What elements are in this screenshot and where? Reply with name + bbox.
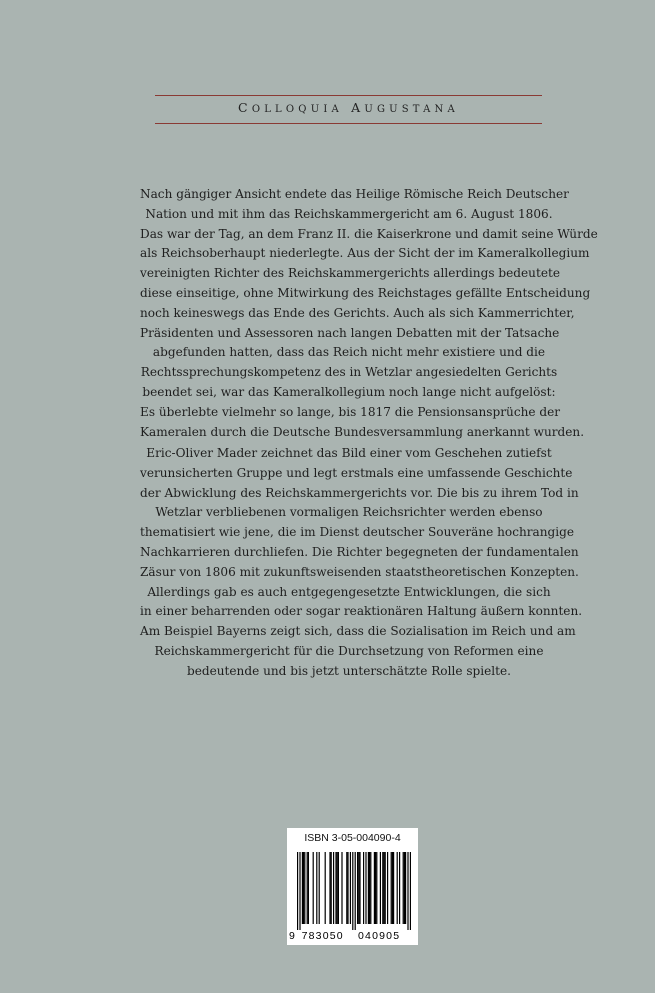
barcode-bar bbox=[297, 852, 298, 930]
barcode-bar bbox=[375, 852, 376, 924]
barcode-bar bbox=[347, 852, 348, 924]
barcode-bar bbox=[410, 852, 411, 930]
blurb-line: vereinigten Richter des Reichskammergerichts allerdings bedeutete bbox=[140, 266, 560, 281]
barcode-bar bbox=[325, 852, 326, 924]
blurb-line: Rechtssprechungskompetenz des in Wetzlar angesiedelten Gerichts bbox=[140, 365, 558, 380]
barcode-bar bbox=[355, 852, 356, 930]
blurb-line: verunsicherten Gruppe und legt erstmals eine umfassende Geschichte bbox=[140, 465, 573, 480]
barcode-bar bbox=[304, 852, 305, 924]
barcode-bar bbox=[319, 852, 320, 924]
barcode-bar bbox=[350, 852, 351, 924]
blurb-line: Nach gängiger Ansicht endete das Heilige Römische Reich Deutscher bbox=[140, 187, 569, 201]
barcode-bar bbox=[380, 852, 381, 924]
barcode-bar bbox=[358, 852, 359, 924]
barcode-bar bbox=[338, 852, 339, 924]
blurb-line: Am Beispiel Bayerns zeigt sich, dass die Sozialisation im Reich und am bbox=[140, 624, 576, 639]
blurb-line: beendet sei, war das Kameralkollegium noch lange nicht aufgelöst: bbox=[142, 384, 556, 399]
barcode-bar bbox=[391, 852, 392, 924]
blurb-line: abgefunden hatten, dass das Reich nicht mehr existiere und die bbox=[152, 345, 546, 360]
series-rule-bottom bbox=[155, 123, 542, 124]
blurb-line: als Reichsoberhaupt niederlegte. Aus der Sicht der im Kameralkollegium bbox=[140, 246, 590, 261]
barcode-bar bbox=[393, 852, 394, 924]
barcode-bar bbox=[357, 852, 358, 924]
barcode bbox=[287, 848, 418, 942]
barcode-bar bbox=[404, 852, 405, 924]
barcode-bar bbox=[383, 852, 384, 924]
blurb-line: Das war der Tag, an dem Franz II. die Kaiserkrone und damit seine Würde bbox=[140, 226, 598, 241]
barcode-bar bbox=[365, 852, 366, 924]
blurb-line: diese einseitige, ohne Mitwirkung des Reichstages gefällte Entscheidung bbox=[140, 285, 591, 300]
blurb-line: Nation und mit ihm das Reichskammergericht am 6. August 1806. bbox=[145, 206, 553, 221]
blurb-line: noch keineswegs das Ende des Gerichts. Auch als sich Kammerrichter, bbox=[140, 305, 575, 320]
blurb-line: Allerdings gab es auch entgegengesetzte Entwicklungen, die sich bbox=[147, 584, 551, 599]
barcode-bar bbox=[337, 852, 338, 924]
barcode-bar bbox=[368, 852, 369, 924]
isbn-barcode-box bbox=[287, 828, 418, 945]
barcode-bar bbox=[341, 852, 342, 924]
series-rule-top bbox=[155, 95, 542, 96]
blurb-line: Es überlebte vielmehr so lange, bis 1817 die Pensionsansprüche der bbox=[140, 404, 561, 419]
barcode-bar bbox=[346, 852, 347, 924]
barcode-bar bbox=[405, 852, 406, 924]
barcode-bar bbox=[376, 852, 377, 924]
barcode-digits: 040905 bbox=[358, 930, 401, 942]
blurb-paragraph-1 bbox=[140, 185, 598, 442]
barcode-bar bbox=[387, 852, 388, 924]
barcode-bar bbox=[302, 852, 303, 924]
barcode-bar bbox=[363, 852, 364, 924]
barcode-bar bbox=[331, 852, 332, 924]
barcode-bar bbox=[399, 852, 400, 924]
barcode-bar bbox=[308, 852, 309, 924]
barcode-bar bbox=[329, 852, 330, 924]
barcode-bar bbox=[392, 852, 393, 924]
blurb-paragraph-2 bbox=[140, 444, 583, 682]
blurb-line: Eric-Oliver Mader zeichnet das Bild einer vom Geschehen zutiefst bbox=[146, 446, 552, 460]
barcode-bar bbox=[385, 852, 386, 924]
blurb-line: in einer beharrenden oder sogar reaktionären Haltung äußern konnten. bbox=[140, 604, 583, 619]
blurb-line: Nachkarrieren durchliefen. Die Richter begegneten der fundamentalen bbox=[140, 544, 579, 559]
blurb-line: thematisiert wie jene, die im Dienst deutscher Souveräne hochrangige bbox=[140, 525, 575, 540]
barcode-bar bbox=[374, 852, 375, 924]
blurb-line: Präsidenten und Assessoren nach langen Debatten mit der Tatsache bbox=[140, 325, 560, 340]
blurb-line: Reichskammergericht für die Durchsetzung von Reformen eine bbox=[154, 643, 544, 658]
barcode-bar bbox=[313, 852, 314, 924]
barcode-bar bbox=[369, 852, 370, 924]
barcode-bar bbox=[316, 852, 317, 924]
barcode-bar bbox=[370, 852, 371, 924]
barcode-bar bbox=[335, 852, 336, 924]
barcode-bar bbox=[352, 852, 353, 930]
blurb-line: Kameralen durch die Deutsche Bundesversammlung anerkannt wurden. bbox=[140, 424, 585, 439]
blurb-line: Zäsur von 1806 mit zukunftsweisenden staatstheoretischen Konzepten. bbox=[140, 564, 579, 579]
barcode-bar bbox=[303, 852, 304, 924]
barcode-digits: 9 bbox=[289, 930, 297, 942]
barcode-digits: 783050 bbox=[301, 930, 344, 942]
blurb-line: bedeutende und bis jetzt unterschätzte Rolle spielte. bbox=[186, 663, 512, 678]
isbn-label: ISBN 3-05-004090-4 bbox=[304, 832, 401, 844]
series-title: COLLOQUIA AUGUSTANA bbox=[238, 100, 459, 115]
barcode-bar bbox=[382, 852, 383, 924]
barcode-bar bbox=[407, 852, 408, 930]
barcode-bar bbox=[307, 852, 308, 924]
barcode-bar bbox=[403, 852, 404, 924]
barcode-bar bbox=[397, 852, 398, 924]
blurb-line: der Abwicklung des Reichskammergerichts vor. Die bis zu ihrem Tod in bbox=[140, 485, 579, 500]
barcode-bar bbox=[359, 852, 360, 924]
barcode-bar bbox=[299, 852, 300, 930]
barcode-bar bbox=[333, 852, 334, 924]
blurb-line: Wetzlar verbliebenen vormaligen Reichsrichter werden ebenso bbox=[155, 505, 543, 520]
